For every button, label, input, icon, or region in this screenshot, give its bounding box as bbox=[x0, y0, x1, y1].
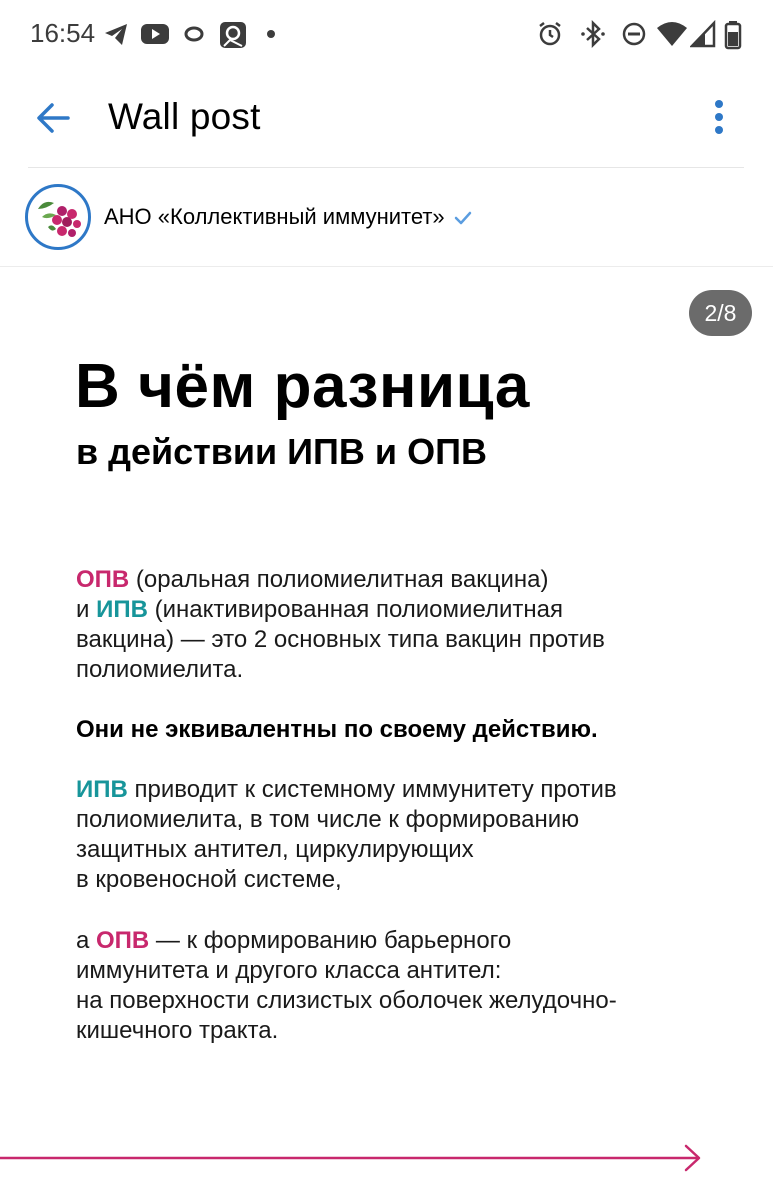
page-title: Wall post bbox=[108, 96, 261, 137]
author-row bbox=[0, 168, 773, 266]
p4-text-1: — к формированию барьерного bbox=[149, 927, 512, 954]
alarm-icon bbox=[536, 20, 564, 48]
p4-text-3: на поверхности слизистых оболочек желудочно- bbox=[76, 987, 617, 1014]
opv-term: ОПВ bbox=[76, 566, 130, 593]
paragraph-1 bbox=[76, 565, 716, 685]
p3-text-3: защитных антител, циркулирующих bbox=[76, 836, 474, 863]
p3-text-1: приводит к системному иммунитету против bbox=[127, 776, 617, 803]
next-arrow-icon bbox=[0, 1143, 773, 1173]
p4-text-2: иммунитета и другого класса антител: bbox=[76, 957, 502, 984]
slide-subheadline: в действии ИПВ и ОПВ bbox=[76, 431, 487, 472]
ipv-term: ИПВ bbox=[96, 596, 148, 623]
signal-icon bbox=[690, 20, 716, 48]
status-time: 16:54 bbox=[30, 18, 96, 48]
p1-text-4: вакцина) — это 2 основных типа вакцин против bbox=[76, 626, 605, 653]
verified-icon bbox=[453, 208, 473, 228]
opv-term: ОПВ bbox=[96, 927, 150, 954]
p1-text-1: (оральная полиомиелитная вакцина) bbox=[129, 566, 549, 593]
status-bar bbox=[0, 0, 773, 68]
back-button[interactable] bbox=[30, 96, 80, 140]
more-vert-icon bbox=[700, 96, 740, 140]
avatar[interactable] bbox=[25, 184, 91, 250]
paragraph-3 bbox=[76, 775, 716, 895]
post-slide-image[interactable] bbox=[0, 267, 773, 1200]
author-name-link[interactable] bbox=[104, 204, 473, 230]
dnd-icon bbox=[620, 20, 648, 48]
circle-icon bbox=[182, 20, 206, 48]
p1-text-5: полиомиелита. bbox=[76, 656, 244, 683]
back-arrow-icon bbox=[30, 96, 80, 140]
p4-text-4: кишечного тракта. bbox=[76, 1017, 279, 1044]
dot-icon bbox=[264, 20, 278, 48]
p3-text-2: полиомиелита, в том числе к формированию bbox=[76, 806, 580, 833]
more-options-button[interactable] bbox=[700, 96, 740, 140]
community-logo-icon bbox=[28, 187, 88, 247]
youtube-icon bbox=[140, 20, 170, 48]
slide-headline: В чём разница bbox=[75, 352, 530, 421]
wifi-icon bbox=[656, 20, 688, 48]
ipv-term: ИПВ bbox=[76, 776, 128, 803]
page-counter-badge: 2/8 bbox=[689, 290, 752, 336]
p1-text-3: (инактивированная полиомиелитная bbox=[147, 596, 563, 623]
app-bar bbox=[0, 68, 773, 168]
p1-text-2: и bbox=[76, 596, 97, 623]
paragraph-4 bbox=[76, 926, 716, 1046]
p3-text-4: в кровеносной системе, bbox=[76, 866, 342, 893]
telegram-icon bbox=[102, 20, 130, 48]
p4-text-0: а bbox=[76, 927, 97, 954]
bluetooth-icon bbox=[580, 20, 606, 48]
battery-icon bbox=[724, 20, 742, 50]
author-name: АНО «Коллективный иммунитет» bbox=[104, 204, 445, 229]
paragraph-2: Они не эквивалентны по своему действию. bbox=[76, 716, 598, 743]
gallery-icon bbox=[218, 20, 248, 50]
